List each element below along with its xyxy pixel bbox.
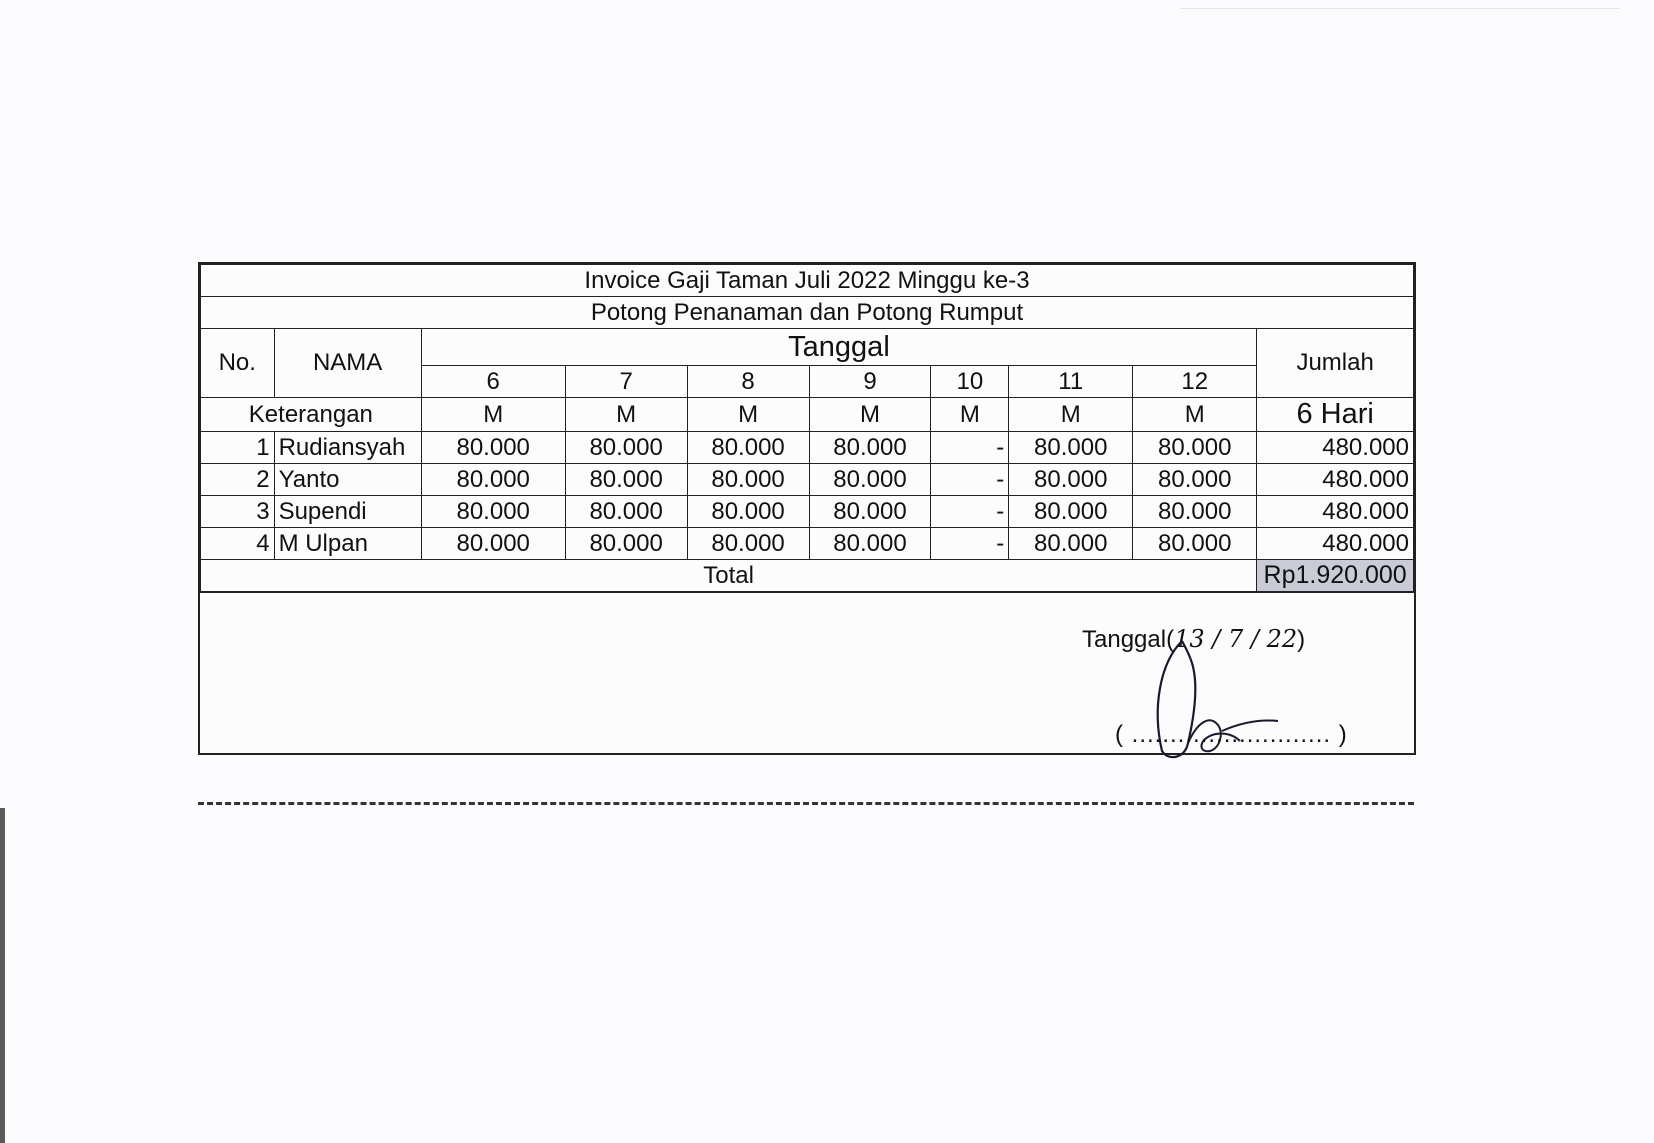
row-value: -: [931, 496, 1009, 528]
table-row: [201, 496, 1414, 528]
row-value: 80.000: [809, 464, 931, 496]
keterangan-code: M: [421, 398, 565, 432]
row-nama: M Ulpan: [274, 528, 421, 560]
signature-name-close: ): [1331, 721, 1348, 748]
invoice-table: [200, 264, 1414, 592]
keterangan-code: M: [1009, 398, 1133, 432]
row-value: 80.000: [565, 528, 687, 560]
row-value: 80.000: [809, 496, 931, 528]
row-value: 80.000: [809, 528, 931, 560]
table-row: [201, 464, 1414, 496]
total-value: Rp1.920.000: [1257, 560, 1414, 592]
header-nama: NAMA: [274, 329, 421, 398]
keterangan-code: M: [1133, 398, 1257, 432]
signature-date-open: (: [1166, 626, 1175, 653]
keterangan-code: M: [565, 398, 687, 432]
row-value: 80.000: [1133, 496, 1257, 528]
row-value: 80.000: [687, 528, 809, 560]
header-no: No.: [201, 329, 275, 398]
keterangan-code: M: [687, 398, 809, 432]
row-value: 80.000: [1009, 432, 1133, 464]
row-value: 80.000: [687, 496, 809, 528]
signature-date-label: Tanggal: [1082, 626, 1167, 653]
keterangan-total: 6 Hari: [1257, 398, 1414, 432]
row-value: 80.000: [1133, 464, 1257, 496]
table-row: [201, 528, 1414, 560]
keterangan-label: Keterangan: [201, 398, 422, 432]
row-value: 80.000: [1009, 528, 1133, 560]
row-jumlah: 480.000: [1257, 432, 1414, 464]
scan-edge-shadow: [0, 808, 5, 1143]
row-value: 80.000: [421, 528, 565, 560]
row-no: 4: [201, 528, 275, 560]
date-cell: 6: [421, 366, 565, 398]
signature-area: [200, 592, 1414, 753]
row-value: 80.000: [421, 432, 565, 464]
invoice-document: [198, 262, 1416, 755]
keterangan-code: M: [931, 398, 1009, 432]
signature-name: [1115, 721, 1348, 749]
signature-name-dots: ..........................: [1131, 721, 1332, 748]
invoice-title: Invoice Gaji Taman Juli 2022 Minggu ke-3: [201, 265, 1414, 297]
row-jumlah: 480.000: [1257, 528, 1414, 560]
date-cell: 8: [687, 366, 809, 398]
header-jumlah: Jumlah: [1257, 329, 1414, 398]
row-no: 3: [201, 496, 275, 528]
signature-date-handwritten: 13 / 7 / 22: [1174, 625, 1298, 653]
row-value: 80.000: [809, 432, 931, 464]
row-value: 80.000: [687, 432, 809, 464]
row-value: 80.000: [421, 496, 565, 528]
row-value: -: [931, 528, 1009, 560]
row-value: 80.000: [565, 432, 687, 464]
row-nama: Yanto: [274, 464, 421, 496]
signature-date-close: ): [1297, 626, 1306, 653]
cut-line-divider: [198, 802, 1414, 805]
scan-artifact-line: [1180, 8, 1620, 9]
row-value: 80.000: [687, 464, 809, 496]
row-value: 80.000: [1009, 496, 1133, 528]
date-cell: 7: [565, 366, 687, 398]
row-nama: Supendi: [274, 496, 421, 528]
total-label: Total: [201, 560, 1257, 592]
row-value: -: [931, 464, 1009, 496]
row-jumlah: 480.000: [1257, 496, 1414, 528]
row-nama: Rudiansyah: [274, 432, 421, 464]
row-jumlah: 480.000: [1257, 464, 1414, 496]
date-cell: 12: [1133, 366, 1257, 398]
date-cell: 9: [809, 366, 931, 398]
row-value: 80.000: [1009, 464, 1133, 496]
row-no: 2: [201, 464, 275, 496]
row-no: 1: [201, 432, 275, 464]
header-tanggal: Tanggal: [421, 329, 1257, 366]
row-value: 80.000: [565, 464, 687, 496]
keterangan-code: M: [809, 398, 931, 432]
date-cell: 10: [931, 366, 1009, 398]
signature-name-open: (: [1115, 721, 1132, 748]
row-value: 80.000: [421, 464, 565, 496]
row-value: 80.000: [565, 496, 687, 528]
row-value: -: [931, 432, 1009, 464]
row-value: 80.000: [1133, 528, 1257, 560]
table-row: [201, 432, 1414, 464]
invoice-subtitle: Potong Penanaman dan Potong Rumput: [201, 297, 1414, 329]
row-value: 80.000: [1133, 432, 1257, 464]
date-cell: 11: [1009, 366, 1133, 398]
